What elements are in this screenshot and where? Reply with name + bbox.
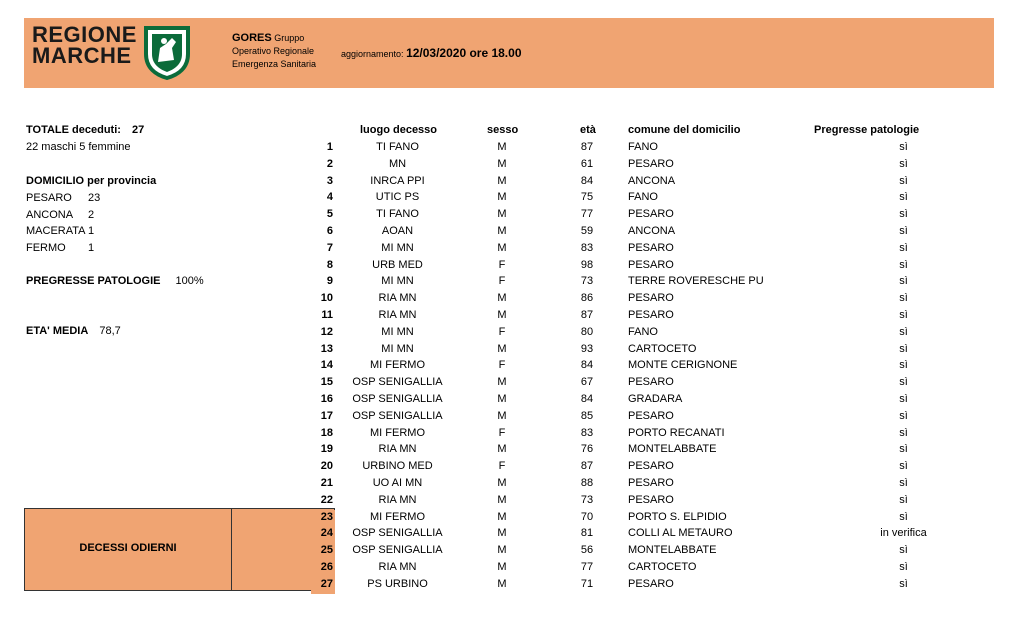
sesso-cell: M [497, 157, 507, 170]
luogo-cell: MI MN [381, 325, 414, 338]
logo-line-2: MARCHE [32, 43, 132, 68]
sesso-cell: M [497, 527, 507, 540]
sesso-cell: M [497, 477, 507, 489]
table-row [0, 309, 1024, 326]
comune-cell: MONTELABBATE [628, 443, 717, 456]
patologie-cell: sì [899, 577, 908, 590]
sesso-cell: M [497, 241, 507, 254]
table-row [0, 343, 1024, 360]
update-info [341, 46, 522, 60]
patologie-cell: in verifica [880, 527, 927, 540]
eta-cell: 84 [580, 393, 594, 405]
eta-cell: 87 [580, 141, 594, 153]
eta-cell: 71 [580, 577, 594, 590]
logo-line-1: REGIONE [32, 22, 137, 47]
sesso-cell: F [498, 325, 506, 338]
table-row [0, 544, 1024, 561]
eta-cell: 77 [580, 561, 594, 573]
comune-cell: ANCONA [628, 174, 676, 187]
table-row [0, 527, 1024, 544]
table-row [0, 292, 1024, 309]
row-number: 6 [326, 225, 333, 237]
patologie-cell: sì [899, 510, 908, 523]
table-row [0, 275, 1024, 292]
eta-cell: 98 [580, 258, 594, 271]
eta-cell: 73 [580, 275, 594, 288]
table-row [0, 494, 1024, 511]
totale-deceduti [26, 124, 144, 136]
luogo-cell: URBINO MED [362, 460, 433, 473]
eta-cell: 87 [580, 309, 594, 321]
table-row [0, 141, 1024, 158]
table-row [0, 175, 1024, 192]
patologie-cell: sì [899, 393, 908, 405]
row-number: 14 [320, 359, 333, 372]
row-number: 11 [321, 309, 333, 321]
patologie-cell: sì [899, 241, 908, 254]
comune-cell: MONTELABBATE [628, 544, 717, 557]
row-number: 1 [326, 141, 333, 153]
luogo-cell: RIA MN [378, 561, 417, 573]
comune-cell: PESARO [628, 577, 674, 590]
luogo-cell: MI MN [381, 342, 414, 355]
eta-cell: 73 [580, 493, 594, 506]
eta-cell: 80 [580, 325, 594, 338]
header-comune: comune del domicilio [628, 124, 741, 136]
header-patologie: Pregresse patologie [814, 124, 920, 136]
eta-cell: 86 [580, 292, 594, 305]
luogo-cell: MI FERMO [370, 359, 425, 372]
luogo-cell: MI MN [381, 275, 414, 288]
province-count: 23 [88, 192, 101, 204]
row-number: 19 [320, 443, 333, 456]
luogo-cell: UTIC PS [375, 191, 420, 204]
row-number: 27 [320, 577, 333, 590]
comune-cell: PESARO [628, 409, 674, 422]
sesso-cell: F [498, 258, 506, 271]
patologie-cell: sì [899, 359, 908, 372]
comune-cell: ANCONA [628, 225, 676, 237]
province-name: MACERATA [26, 225, 86, 238]
row-number: 23 [320, 510, 333, 523]
row-number: 26 [320, 561, 333, 573]
province-count: 1 [88, 225, 95, 238]
comune-cell: PESARO [628, 309, 674, 321]
comune-cell: PESARO [628, 258, 674, 271]
row-number: 21 [320, 477, 333, 489]
comune-cell: PESARO [628, 460, 674, 473]
shield-icon [142, 24, 192, 80]
table-row [0, 208, 1024, 225]
sesso-cell: M [497, 561, 507, 573]
patologie-cell: sì [899, 493, 908, 506]
luogo-cell: INRCA PPI [370, 174, 425, 187]
comune-cell: CARTOCETO [628, 561, 697, 573]
eta-cell: 67 [580, 376, 594, 389]
comune-cell: PESARO [628, 493, 674, 506]
table-row [0, 410, 1024, 427]
luogo-cell: OSP SENIGALLIA [352, 544, 443, 557]
eta-cell: 77 [580, 208, 594, 221]
table-row [0, 225, 1024, 242]
table-row [0, 359, 1024, 376]
luogo-cell: OSP SENIGALLIA [352, 409, 443, 422]
eta-cell: 81 [580, 527, 594, 540]
patologie-cell: sì [899, 141, 908, 153]
comune-cell: FANO [628, 191, 658, 204]
patologie-cell: sì [899, 225, 908, 237]
comune-cell: PESARO [628, 477, 674, 489]
comune-cell: FANO [628, 325, 658, 338]
table-row [0, 477, 1024, 494]
luogo-cell: UO AI MN [372, 477, 423, 489]
header-banner [24, 18, 994, 88]
patologie-cell: sì [899, 275, 908, 288]
sesso-cell: M [497, 174, 507, 187]
luogo-cell: URB MED [372, 258, 423, 271]
row-number: 16 [320, 393, 333, 405]
patologie-cell: sì [899, 443, 908, 456]
domicilio-label: DOMICILIO per provincia [26, 175, 157, 187]
comune-cell: COLLI AL METAURO [628, 527, 733, 540]
sesso-cell: M [497, 510, 507, 523]
luogo-cell: OSP SENIGALLIA [352, 527, 443, 540]
row-number: 5 [326, 208, 333, 221]
sesso-cell: F [498, 426, 506, 439]
sesso-cell: M [497, 409, 507, 422]
eta-cell: 70 [580, 510, 594, 523]
sesso-cell: F [498, 359, 506, 372]
eta-media-label: ETA' MEDIA [26, 325, 89, 337]
patologie-cell: sì [899, 477, 908, 489]
header-eta: età [580, 124, 596, 136]
eta-cell: 84 [580, 359, 594, 372]
comune-cell: TERRE ROVERESCHE PU [628, 275, 764, 288]
luogo-cell: RIA MN [378, 443, 417, 456]
sesso-cell: M [497, 544, 507, 557]
patologie-cell: sì [899, 208, 908, 221]
eta-cell: 85 [580, 409, 594, 422]
comune-cell: PESARO [628, 376, 674, 389]
province-count: 1 [88, 241, 95, 254]
comune-cell: FANO [628, 141, 658, 153]
genders-summary: 22 maschi 5 femmine [26, 141, 131, 153]
luogo-cell: PS URBINO [367, 577, 428, 590]
luogo-cell: MI FERMO [370, 510, 425, 523]
regione-marche-logo [32, 24, 137, 66]
table-row [0, 158, 1024, 175]
patologie-cell: sì [899, 409, 908, 422]
comune-cell: MONTE CERIGNONE [628, 359, 738, 372]
table-row [0, 259, 1024, 276]
row-number: 24 [320, 527, 333, 540]
comune-cell: PESARO [628, 157, 674, 170]
sesso-cell: F [498, 460, 506, 473]
comune-cell: CARTOCETO [628, 342, 697, 355]
sesso-cell: M [497, 225, 507, 237]
eta-cell: 56 [580, 544, 594, 557]
sesso-cell: M [497, 443, 507, 456]
comune-cell: GRADARA [628, 393, 683, 405]
patologie-cell: sì [899, 426, 908, 439]
luogo-cell: RIA MN [378, 309, 417, 321]
eta-media-value: 78,7 [99, 325, 121, 337]
sesso-cell: M [497, 141, 507, 153]
table-row [0, 326, 1024, 343]
table-row [0, 242, 1024, 259]
eta-cell: 83 [580, 426, 594, 439]
gores-suffix: Gruppo [274, 33, 305, 43]
luogo-cell: OSP SENIGALLIA [352, 376, 443, 389]
eta-cell: 93 [580, 342, 594, 355]
luogo-cell: MN [388, 157, 407, 170]
province-name: FERMO [26, 241, 66, 254]
row-number: 18 [320, 426, 333, 439]
table-row [0, 393, 1024, 410]
patologie-cell: sì [899, 325, 908, 338]
table-row [0, 460, 1024, 477]
patologie-value: 100% [175, 275, 204, 287]
row-number: 15 [320, 376, 333, 389]
row-number: 17 [320, 409, 333, 422]
sesso-cell: M [497, 577, 507, 590]
sesso-cell: M [497, 292, 507, 305]
row-number: 25 [320, 544, 333, 557]
row-number: 20 [320, 460, 333, 473]
table-row [0, 191, 1024, 208]
update-label: aggiornamento: [341, 49, 404, 59]
table-row [0, 427, 1024, 444]
gores-line-3: Emergenza Sanitaria [232, 59, 317, 69]
luogo-cell: MI FERMO [370, 426, 425, 439]
totale-value: 27 [132, 124, 145, 136]
table-row [0, 561, 1024, 578]
sesso-cell: M [497, 376, 507, 389]
table-row [0, 511, 1024, 528]
patologie-label: PREGRESSE PATOLOGIE [26, 275, 161, 287]
sesso-cell: M [497, 208, 507, 221]
row-number: 13 [320, 342, 333, 355]
sesso-cell: M [497, 493, 507, 506]
row-number: 4 [326, 191, 333, 204]
table-row [0, 443, 1024, 460]
patologie-cell: sì [899, 292, 908, 305]
province-name: ANCONA [26, 208, 74, 221]
row-number: 3 [326, 174, 333, 187]
eta-cell: 76 [580, 443, 594, 456]
sesso-cell: M [497, 191, 507, 204]
sesso-cell: M [497, 342, 507, 355]
comune-cell: PORTO RECANATI [628, 426, 725, 439]
luogo-cell: MI MN [381, 241, 414, 254]
gores-title: GORES [232, 32, 272, 44]
comune-cell: PESARO [628, 292, 674, 305]
decessi-odierni-label: DECESSI ODIERNI [79, 542, 177, 554]
row-number: 7 [326, 241, 333, 254]
eta-cell: 61 [580, 157, 594, 170]
row-number: 8 [326, 258, 333, 271]
row-number: 22 [320, 493, 333, 506]
eta-cell: 84 [580, 174, 594, 187]
luogo-cell: RIA MN [378, 493, 417, 506]
luogo-cell: TI FANO [376, 141, 419, 153]
province-name: PESARO [26, 192, 72, 204]
gores-info [232, 32, 316, 71]
patologie-cell: sì [899, 561, 908, 573]
eta-cell: 83 [580, 241, 594, 254]
patologie-cell: sì [899, 157, 908, 170]
luogo-cell: AOAN [381, 225, 414, 237]
sesso-cell: M [497, 309, 507, 321]
eta-cell: 75 [580, 191, 594, 204]
eta-cell: 88 [580, 477, 594, 489]
sesso-cell: M [497, 393, 507, 405]
update-value: 12/03/2020 ore 18.00 [406, 46, 522, 60]
patologie-cell: sì [899, 460, 908, 473]
patologie-cell: sì [899, 544, 908, 557]
comune-cell: PESARO [628, 208, 674, 221]
eta-cell: 87 [580, 460, 594, 473]
patologie-cell: sì [899, 174, 908, 187]
gores-line-2: Operativo Regionale [232, 46, 315, 56]
patologie-cell: sì [899, 342, 908, 355]
comune-cell: PESARO [628, 241, 674, 254]
header-luogo: luogo decesso [360, 124, 438, 136]
luogo-cell: OSP SENIGALLIA [352, 393, 443, 405]
row-number: 10 [320, 292, 333, 305]
header-sesso: sesso [487, 124, 519, 136]
comune-cell: PORTO S. ELPIDIO [628, 510, 727, 523]
province-count: 2 [88, 208, 95, 221]
row-number: 12 [320, 325, 333, 338]
row-number: 2 [326, 157, 333, 170]
patologie-cell: sì [899, 309, 908, 321]
eta-cell: 59 [580, 225, 594, 237]
luogo-cell: RIA MN [378, 292, 417, 305]
table-row [0, 376, 1024, 393]
patologie-cell: sì [899, 258, 908, 271]
luogo-cell: TI FANO [376, 208, 419, 221]
sesso-cell: F [498, 275, 506, 288]
row-number: 9 [326, 275, 333, 288]
totale-label: TOTALE deceduti: [26, 124, 121, 136]
table-row [0, 578, 1024, 595]
patologie-cell: sì [899, 376, 908, 389]
patologie-cell: sì [899, 191, 908, 204]
